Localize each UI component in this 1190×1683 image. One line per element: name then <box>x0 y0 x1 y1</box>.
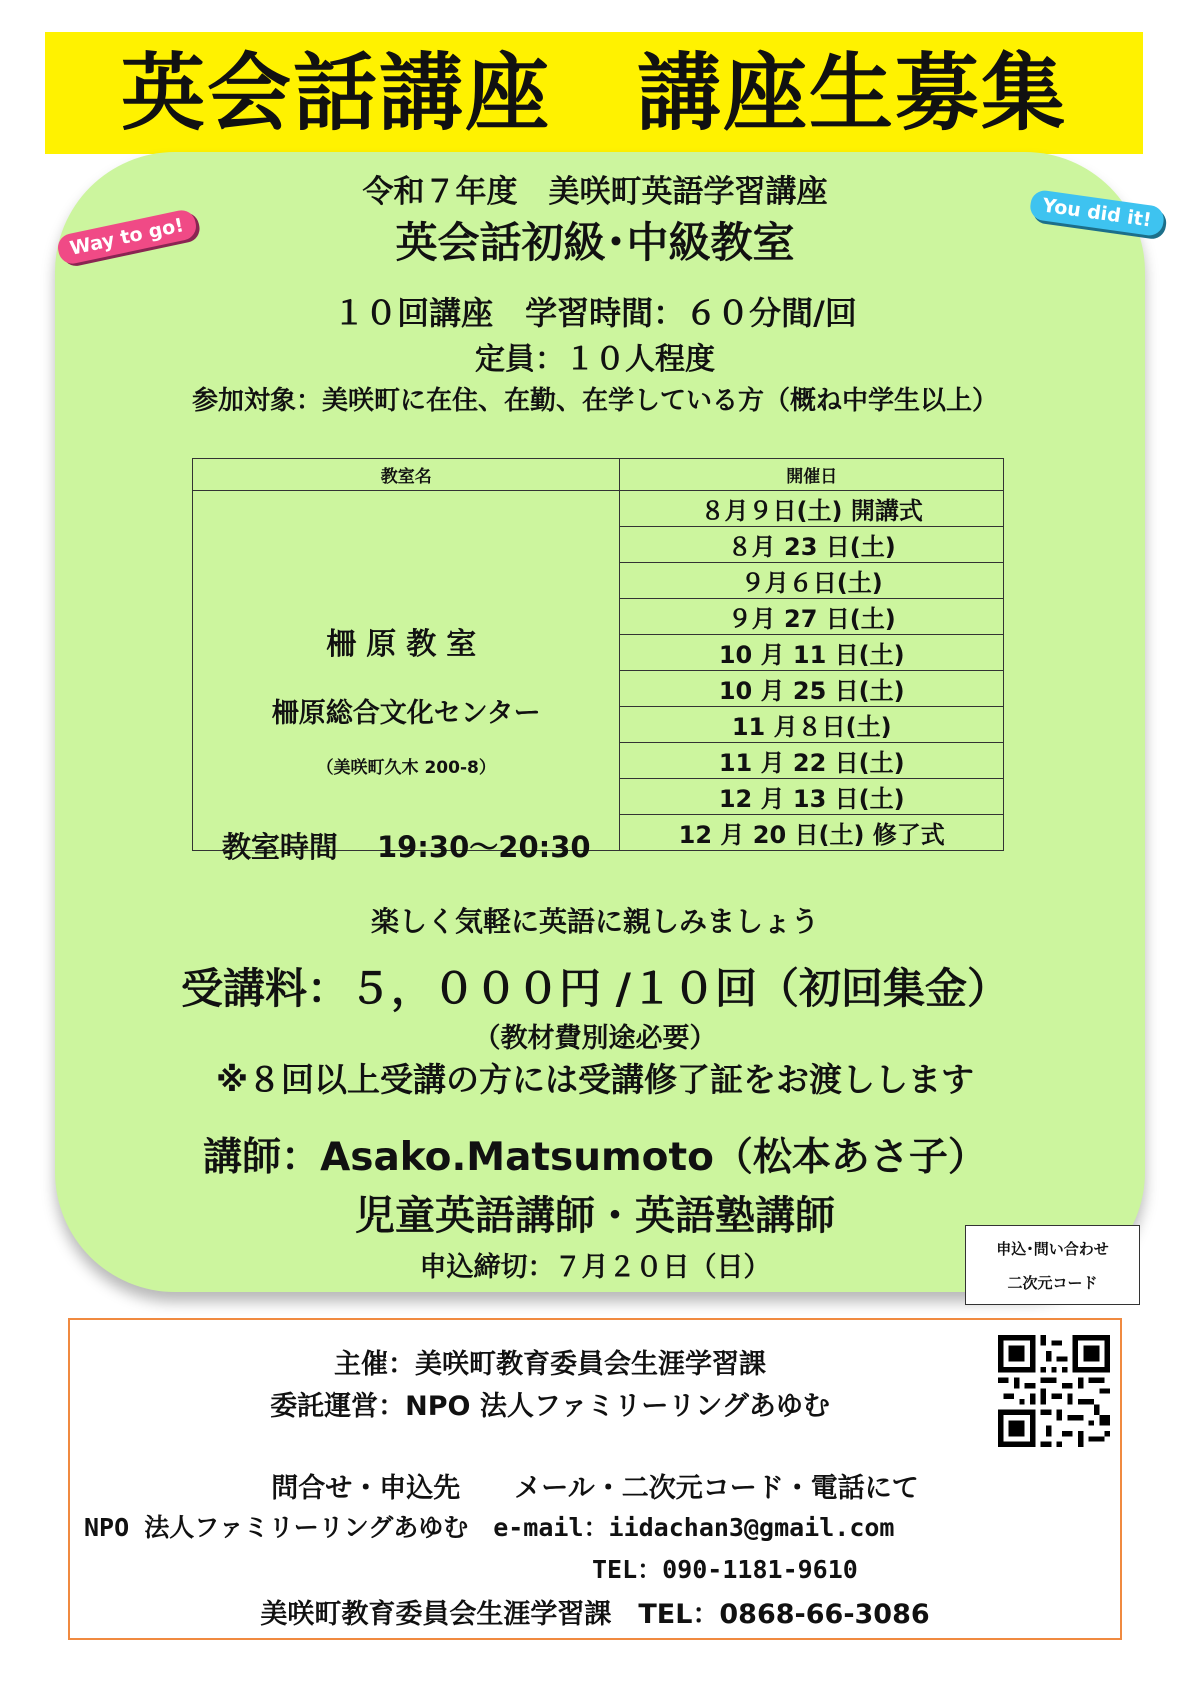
room-name: 柵原教室 <box>326 627 487 662</box>
qr-label-line1: 申込･問い合わせ <box>996 1240 1109 1258</box>
npo-email[interactable]: NPO 法人ファミリーリングあゆむ e-mail：iidachan3@gmail.com <box>84 1513 895 1542</box>
contact-info-box <box>68 1318 1122 1640</box>
organizer: 主催：美咲町教育委員会生涯学習課 <box>334 1349 766 1380</box>
qr-code-icon[interactable] <box>998 1335 1110 1447</box>
qr-label <box>965 1225 1140 1305</box>
page-title: 英会話講座 講座生募集 <box>120 44 1067 142</box>
session-date: ８月９日(土) 開講式 <box>620 491 1004 527</box>
fee-note: （教材費別途必要） <box>473 1023 717 1054</box>
session-date: ９月 27 日(土) <box>620 599 1004 635</box>
town-phone[interactable]: 美咲町教育委員会生涯学習課 TEL：0868-66-3086 <box>260 1599 930 1630</box>
eligibility: 参加対象：美咲町に在住、在勤、在学している方（概ね中学生以上） <box>191 386 998 416</box>
room-address: （美咲町久木 200-8） <box>316 758 496 778</box>
room-time: 教室時間 19:30～20:30 <box>221 830 591 864</box>
session-date: 10 月 11 日(土) <box>620 635 1004 671</box>
instructor: 講師：Asako.Matsumoto（松本あさ子） <box>203 1135 987 1180</box>
session-date: ９月６日(土) <box>620 563 1004 599</box>
session-date: 11 月８日(土) <box>620 707 1004 743</box>
room-info-cell <box>193 491 620 864</box>
schedule-header-row <box>193 459 1004 491</box>
qr-label-line2: 二次元コード <box>1007 1274 1098 1292</box>
date-column-header: 開催日 <box>620 459 1004 491</box>
program-name: 令和７年度 美咲町英語学習講座 <box>362 174 828 210</box>
slogan: 楽しく気軽に英語に親しみましょう <box>370 905 819 938</box>
way-to-go-sticker: Way to go! <box>55 208 198 266</box>
deadline: 申込締切：７月２０日（日） <box>419 1252 771 1283</box>
operator: 委託運営：NPO 法人ファミリーリングあゆむ <box>270 1391 830 1422</box>
room-venue: 柵原総合文化センター <box>271 698 541 729</box>
fee: 受講料：５，０００円 /１０回（初回集金） <box>181 964 1009 1013</box>
capacity: 定員：１０人程度 <box>475 342 715 377</box>
session-date: ８月 23 日(土) <box>620 527 1004 563</box>
schedule-table <box>192 458 1004 864</box>
npo-phone[interactable]: TEL：090-1181-9610 <box>592 1555 858 1584</box>
session-info: １０回講座 学習時間：６０分間/回 <box>333 294 857 332</box>
title-banner <box>45 32 1143 154</box>
class-name: 英会話初級･中級教室 <box>395 218 795 267</box>
instructor-role: 児童英語講師・英語塾講師 <box>355 1193 835 1239</box>
session-date: 10 月 25 日(土) <box>620 671 1004 707</box>
room-column-header: 教室名 <box>193 459 620 491</box>
table-row <box>193 491 1004 527</box>
you-did-it-sticker: You did it! <box>1029 189 1166 237</box>
certificate-note: ※８回以上受講の方には受講修了証をお渡しします <box>215 1060 975 1099</box>
session-date: 12 月 20 日(土) 修了式 <box>620 815 1004 851</box>
session-date: 12 月 13 日(土) <box>620 779 1004 815</box>
contact-heading: 問合せ・申込先 メール・二次元コード・電話にて <box>271 1473 919 1504</box>
session-date: 11 月 22 日(土) <box>620 743 1004 779</box>
